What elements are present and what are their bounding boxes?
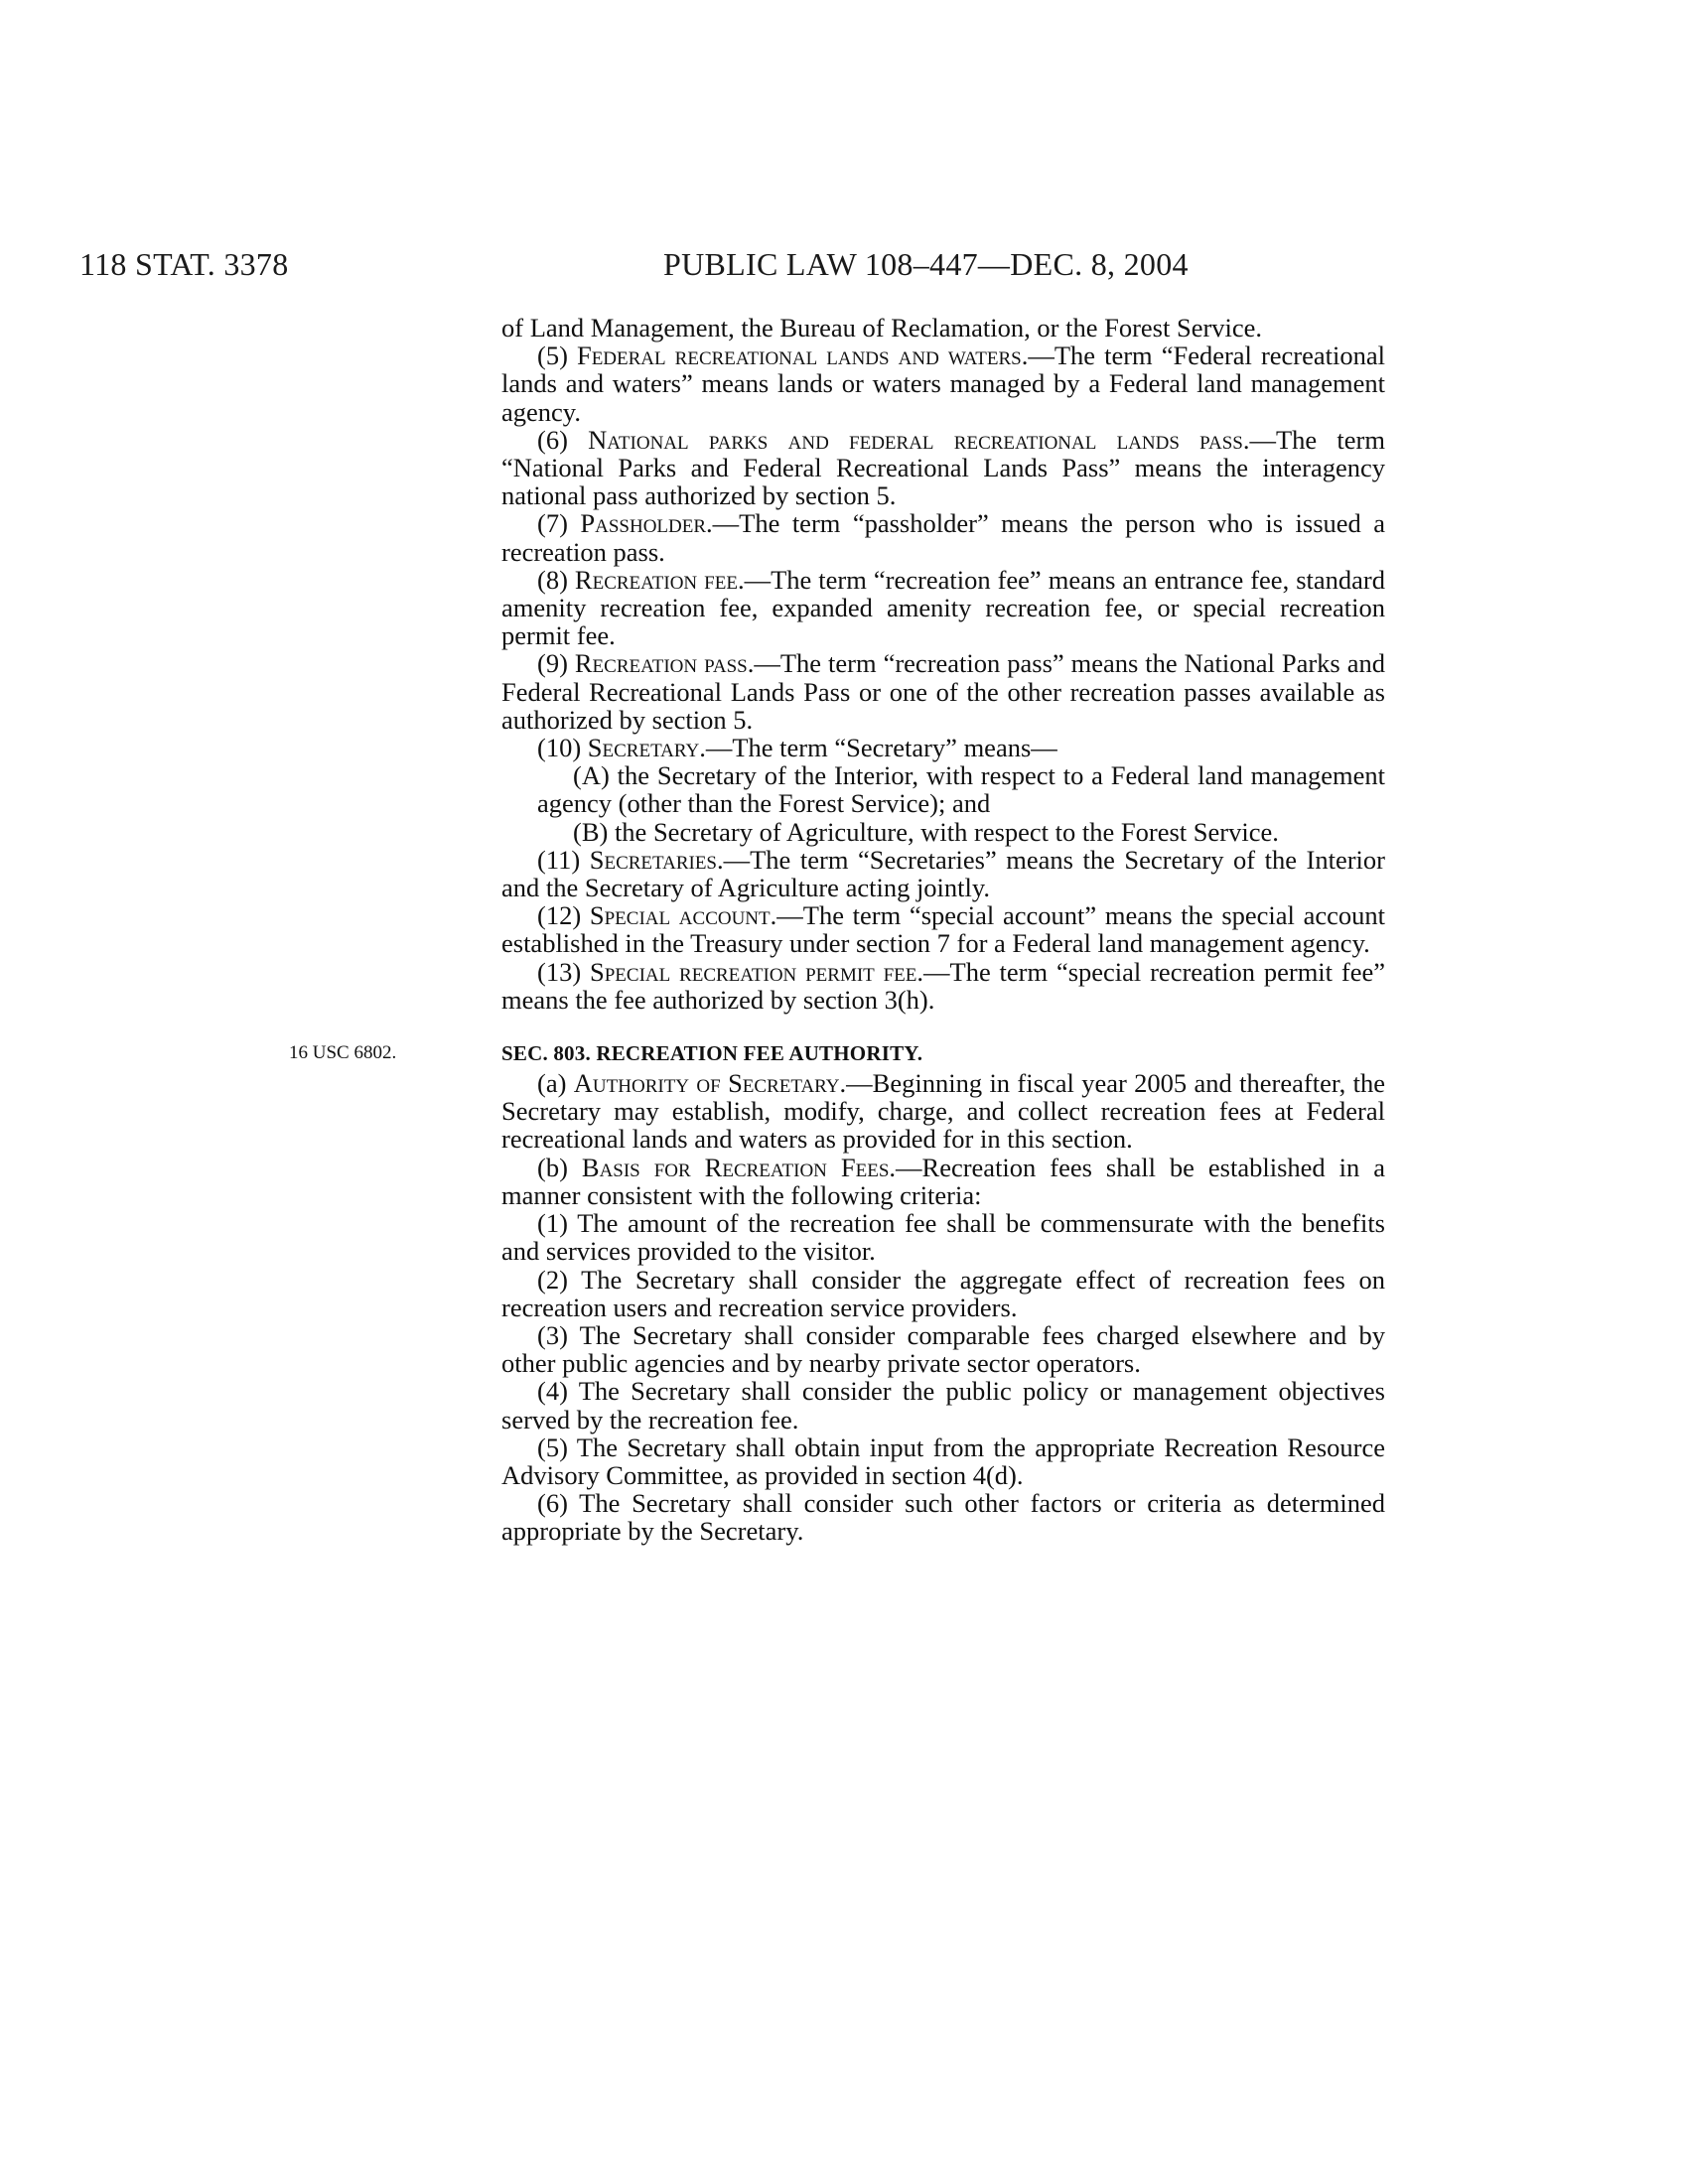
definition-10: (10) Secretary.—The term “Secretary” means— (537, 733, 1057, 763)
criterion-5: (5) The Secretary shall obtain input from the appropriate Recreation Resource Advisory Committee, as provided in section 4(d). (501, 1432, 1385, 1490)
definition-8: (8) Recreation fee.—The term “recreation fee” means an entrance fee, standard amenity recreation fee, expanded amenity recreation fee, or special recreation permit fee. (501, 564, 1385, 651)
definition-term: Recreation fee. (574, 564, 745, 595)
margin-citation: 16 USC 6802. (289, 1042, 397, 1064)
definition-9: (9) Recreation pass.—The term “recreation pass” means the National Parks and Federal Recreational Lands Pass or one of the other recreation passes available as authorized by section 5. (501, 648, 1385, 735)
definition-term: Federal recreational lands and waters. (576, 341, 1029, 371)
subsection-heading: Authority of Secretary. (573, 1068, 847, 1099)
document-body (289, 313, 1386, 1547)
subsection-a: (a) Authority of Secretary.—Beginning in fiscal year 2005 and thereafter, the Secretary may establish, modify, charge, and collect recreation fees at Federal recreational lands and waters as provided for in this section. (501, 1068, 1385, 1155)
definition-12: (12) Special account.—The term “special account” means the special account established in the Treasury under section 7 for a Federal land management agency. (501, 900, 1385, 959)
definition-term: Secretaries. (589, 844, 724, 875)
definition-term: Recreation pass. (574, 648, 755, 679)
definition-7: (7) Passholder.—The term “passholder” means the person who is issued a recreation pass. (501, 508, 1386, 567)
definition-term: Secretary. (587, 733, 706, 763)
definition-term: National parks and federal recreational lands pass. (588, 424, 1250, 455)
definition-5: (5) Federal recreational lands and waters.—The term “Federal recreational lands and waters” means lands or waters managed by a Federal land management agency. (501, 341, 1386, 427)
definition-6: (6) National parks and federal recreational lands pass.—The term “National Parks and Federal Recreational Lands Pass” means the interagency national pass authorized by section 5. (501, 424, 1385, 511)
section-heading: SEC. 803. RECREATION FEE AUTHORITY. (501, 1041, 923, 1066)
section-heading-row (289, 1027, 1385, 1069)
subsection-b: (b) Basis for Recreation Fees.—Recreation fees shall be established in a manner consistent with the following criteria: (501, 1152, 1386, 1210)
definition-13: (13) Special recreation permit fee.—The term “special recreation permit fee” means the fee authorized by section 3(h). (501, 956, 1385, 1015)
criterion-6: (6) The Secretary shall consider such other factors or criteria as determined appropriate by the Secretary. (501, 1488, 1385, 1547)
paragraph-continuation: of Land Management, the Bureau of Reclamation, or the Forest Service. (501, 313, 1263, 342)
definition-term: Special account. (589, 900, 777, 931)
criterion-2: (2) The Secretary shall consider the aggregate effect of recreation fees on recreation users and recreation service providers. (501, 1264, 1385, 1322)
subsection-heading: Basis for Recreation Fees. (581, 1152, 897, 1182)
page-stat-reference: 118 STAT. 3378 (79, 246, 289, 282)
definition-term: Special recreation permit fee. (589, 956, 924, 987)
definition-10-b: (B) the Secretary of Agriculture, with respect to the Forest Service. (573, 816, 1279, 847)
definition-term: Passholder. (580, 508, 713, 539)
criterion-1: (1) The amount of the recreation fee shall be commensurate with the benefits and services provided to the visitor. (501, 1208, 1385, 1267)
criterion-4: (4) The Secretary shall consider the public policy or management objectives served by the recreation fee. (501, 1376, 1385, 1434)
definition-11: (11) Secretaries.—The term “Secretaries” means the Secretary of the Interior and the Secretary of Agriculture acting jointly. (501, 844, 1385, 903)
criterion-3: (3) The Secretary shall consider comparable fees charged elsewhere and by other public agencies and by nearby private sector operators. (501, 1319, 1385, 1379)
definition-10-a: (A) the Secretary of the Interior, with respect to a Federal land management agency (other than the Forest Service); and (537, 760, 1385, 819)
running-header: PUBLIC LAW 108–447—DEC. 8, 2004 (663, 246, 1189, 282)
